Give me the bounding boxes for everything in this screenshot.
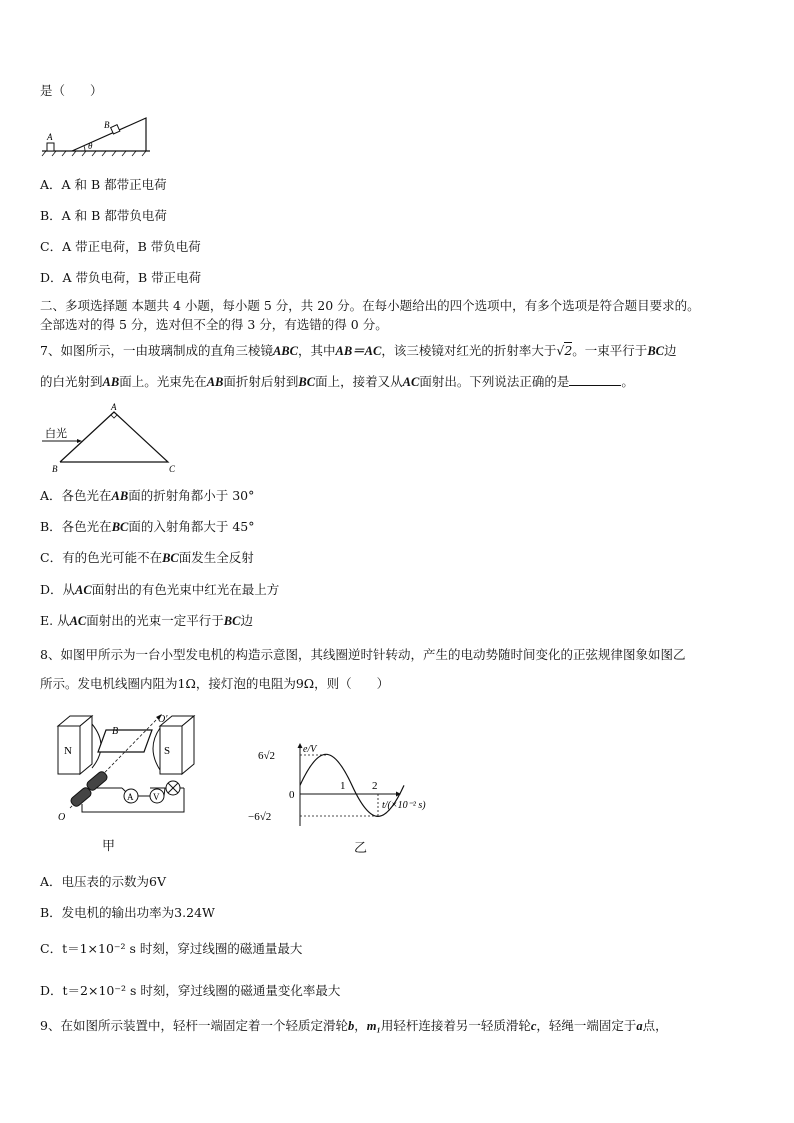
vertex-b: B bbox=[52, 464, 58, 474]
q6-option-d: D．A 带负电荷，B 带正电荷 bbox=[40, 270, 202, 285]
y-min-label: −6√2 bbox=[248, 811, 272, 823]
tick-2: 2 bbox=[372, 780, 378, 792]
vertex-c: C bbox=[169, 464, 176, 474]
x-axis-label: t/(×10⁻² s) bbox=[382, 800, 426, 811]
vertex-a: A bbox=[111, 402, 117, 412]
label-theta: θ bbox=[88, 141, 93, 151]
label-o: O bbox=[58, 812, 66, 823]
origin-label: 0 bbox=[289, 789, 295, 801]
q6-option-c: C．A 带正电荷，B 带负电荷 bbox=[40, 239, 201, 254]
q7-option-c: C．有的色光可能不在BC面发生全反射 bbox=[40, 550, 254, 565]
section2-line1: 二、多项选择题 本题共 4 小题，每小题 5 分，共 20 分。在每小题给出的四个选项中，有多个选项是符合题目要求的。 bbox=[40, 298, 700, 313]
generator-figure bbox=[52, 708, 232, 826]
q6-option-a: A．A 和 B 都带正电荷 bbox=[40, 177, 167, 192]
ammeter-label: A bbox=[127, 792, 134, 802]
q7-option-d: D．从AC面射出的有色光束中红光在最上方 bbox=[40, 582, 280, 597]
q7-line1: 7、如图所示，一由玻璃制成的直角三棱镜ABC，其中AB＝AC，该三棱镜对红光的折射率大于√2。一束平行于BC边 bbox=[40, 343, 677, 358]
label-a: A bbox=[47, 132, 53, 142]
slip-rings bbox=[69, 770, 108, 808]
y-max-label: 6√2 bbox=[258, 750, 276, 762]
q7-option-e: E. 从AC面射出的光束一定平行于BC边 bbox=[40, 613, 253, 628]
q7-option-b: B．各色光在BC面的入射角都大于 45° bbox=[40, 519, 255, 534]
question-continuation: 是（ ） bbox=[40, 83, 103, 98]
tick-1: 1 bbox=[340, 780, 346, 792]
block-a bbox=[47, 143, 54, 151]
label-o-prime: O′ bbox=[158, 714, 168, 725]
q9-line1: 9、在如图所示装置中，轻杆一端固定着一个轻质定滑轮b，m₁用轻杆连接着另一轻质滑轮c，轻绳一端固定于a点， bbox=[40, 1018, 668, 1033]
q8-option-d: D．t＝2×10⁻² s 时刻，穿过线圈的磁通量变化率最大 bbox=[40, 983, 341, 998]
white-light-label: 白光 bbox=[45, 428, 67, 440]
q8-line2: 所示。发电机线圈内阻为1Ω，接灯泡的电阻为9Ω，则（ ） bbox=[40, 676, 390, 691]
q8-option-c: C．t＝1×10⁻² s 时刻，穿过线圈的磁通量最大 bbox=[40, 941, 303, 956]
q8-option-b: B．发电机的输出功率为3.24W bbox=[40, 905, 215, 920]
y-axis-label: e/V bbox=[303, 744, 317, 755]
caption-jia: 甲 bbox=[102, 839, 116, 854]
q8-line1: 8、如图甲所示为一台小型发电机的构造示意图，其线圈逆时针转动，产生的电动势随时间变化的正弦规律图象如图乙 bbox=[40, 647, 686, 662]
pole-n: N bbox=[64, 745, 72, 757]
pole-s: S bbox=[164, 745, 171, 757]
label-b: B bbox=[112, 726, 119, 737]
q7-option-a: A．各色光在AB面的折射角都小于 30° bbox=[40, 488, 255, 503]
caption-yi: 乙 bbox=[354, 841, 368, 856]
prism-figure bbox=[40, 400, 185, 476]
answer-blank bbox=[569, 374, 621, 386]
q6-option-b: B．A 和 B 都带负电荷 bbox=[40, 208, 167, 223]
sqrt-symbol: √ bbox=[556, 343, 565, 358]
voltmeter-label: V bbox=[153, 792, 160, 802]
emf-graph bbox=[246, 740, 446, 830]
incline-figure bbox=[40, 114, 152, 158]
q8-option-a: A．电压表的示数为6V bbox=[40, 874, 167, 889]
label-b: B bbox=[104, 120, 110, 130]
section2-line2: 全部选对的得 5 分，选对但不全的得 3 分，有选错的得 0 分。 bbox=[40, 317, 388, 332]
q7-line2: 的白光射到AB面上。光束先在AB面折射后射到BC面上，接着又从AC面射出。下列说法正确的是 。 bbox=[40, 374, 634, 389]
